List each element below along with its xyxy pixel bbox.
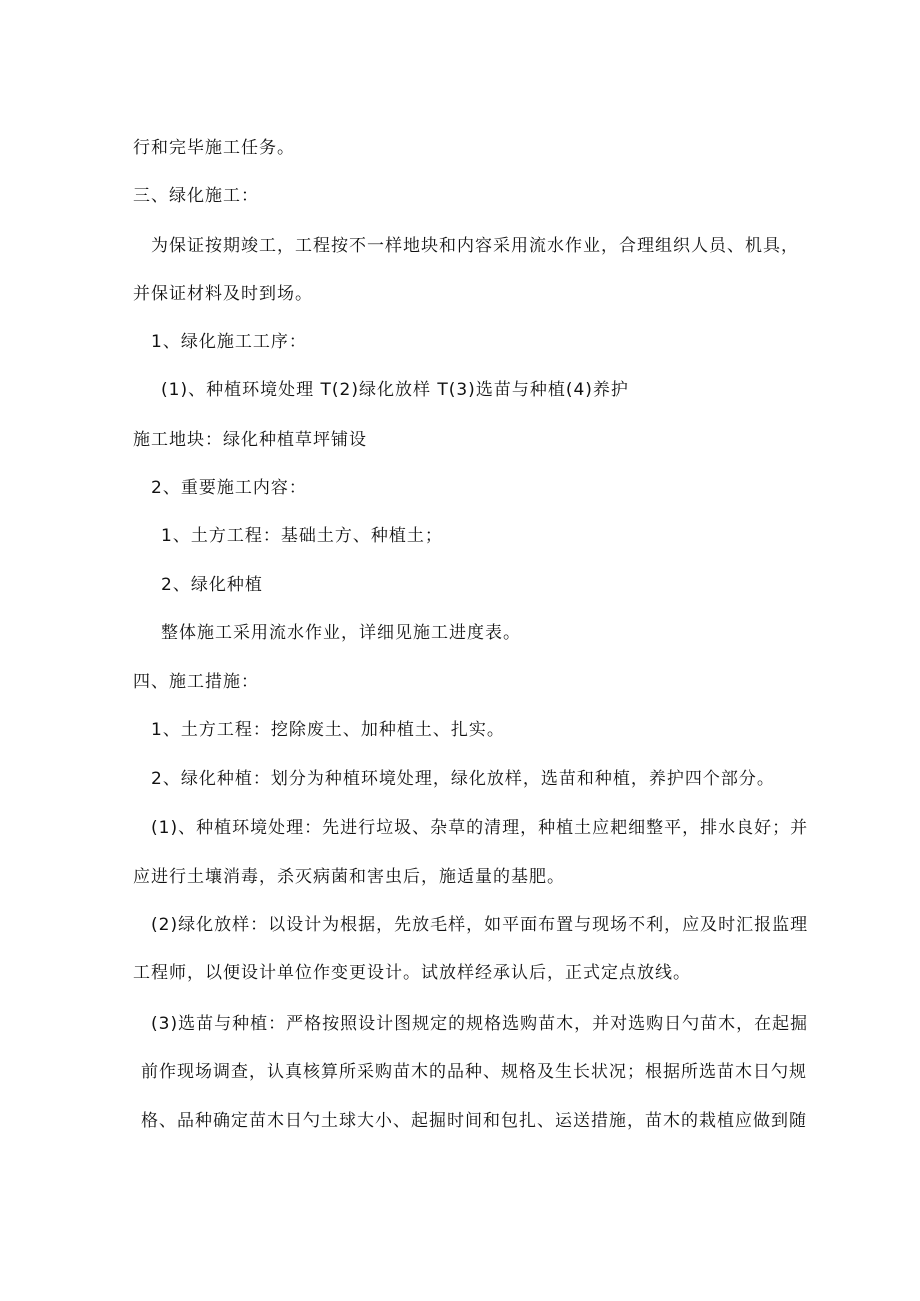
text-line-18: 工程师，以便设计单位作变更设计。试放样经承认后，正式定点放线。: [133, 963, 691, 983]
text-line-19: (3)选苗与种植：严格按照设计图规定的规格选购苗木，并对选购日勺苗木，在起掘: [151, 1014, 809, 1034]
text-line-6: (1)、种植环境处理 T(2)绿化放样 T(3)选苗与种植(4)养护: [161, 380, 629, 400]
text-line-3: 为保证按期竣工，工程按不一样地块和内容采用流水作业，合理组织人员、机具，: [151, 236, 799, 256]
text-line-10: 2、绿化种植: [161, 575, 263, 595]
section-heading-3: 三、绿化施工：: [133, 186, 259, 206]
text-line-21: 格、品种确定苗木日勺土球大小、起掘时间和包扎、运送措施，苗木的栽植应做到随: [141, 1111, 807, 1131]
text-line-13: 1、土方工程：挖除废土、加种植土、扎实。: [151, 720, 505, 740]
text-line-16: 应进行土壤消毒，杀灭病菌和害虫后，施适量的基肥。: [133, 867, 565, 887]
text-line-4: 并保证材料及时到场。: [133, 284, 313, 304]
subheading-2: 2、重要施工内容：: [151, 478, 307, 498]
text-line-20: 前作现场调查，认真核算所采购苗木的品种、规格及生长状况；根据所选苗木日勺规: [141, 1062, 807, 1082]
text-line-7: 施工地块：绿化种植草坪铺设: [133, 430, 367, 450]
text-line-14: 2、绿化种植：划分为种植环境处理，绿化放样，选苗和种植，养护四个部分。: [151, 769, 775, 789]
text-line-15: (1)、种植环境处理：先进行垃圾、杂草的清理，种植土应耙细整平，排水良好；并: [151, 818, 809, 838]
section-heading-4: 四、施工措施：: [133, 672, 259, 692]
text-line-1: 行和完毕施工任务。: [133, 138, 295, 158]
text-line-11: 整体施工采用流水作业，详细见施工进度表。: [161, 623, 521, 643]
text-line-9: 1、土方工程：基础土方、种植土；: [161, 526, 443, 546]
subheading-1: 1、绿化施工工序：: [151, 332, 307, 352]
text-line-17: (2)绿化放样：以设计为根据，先放毛样，如平面布置与现场不利，应及时汇报监理: [151, 915, 809, 935]
